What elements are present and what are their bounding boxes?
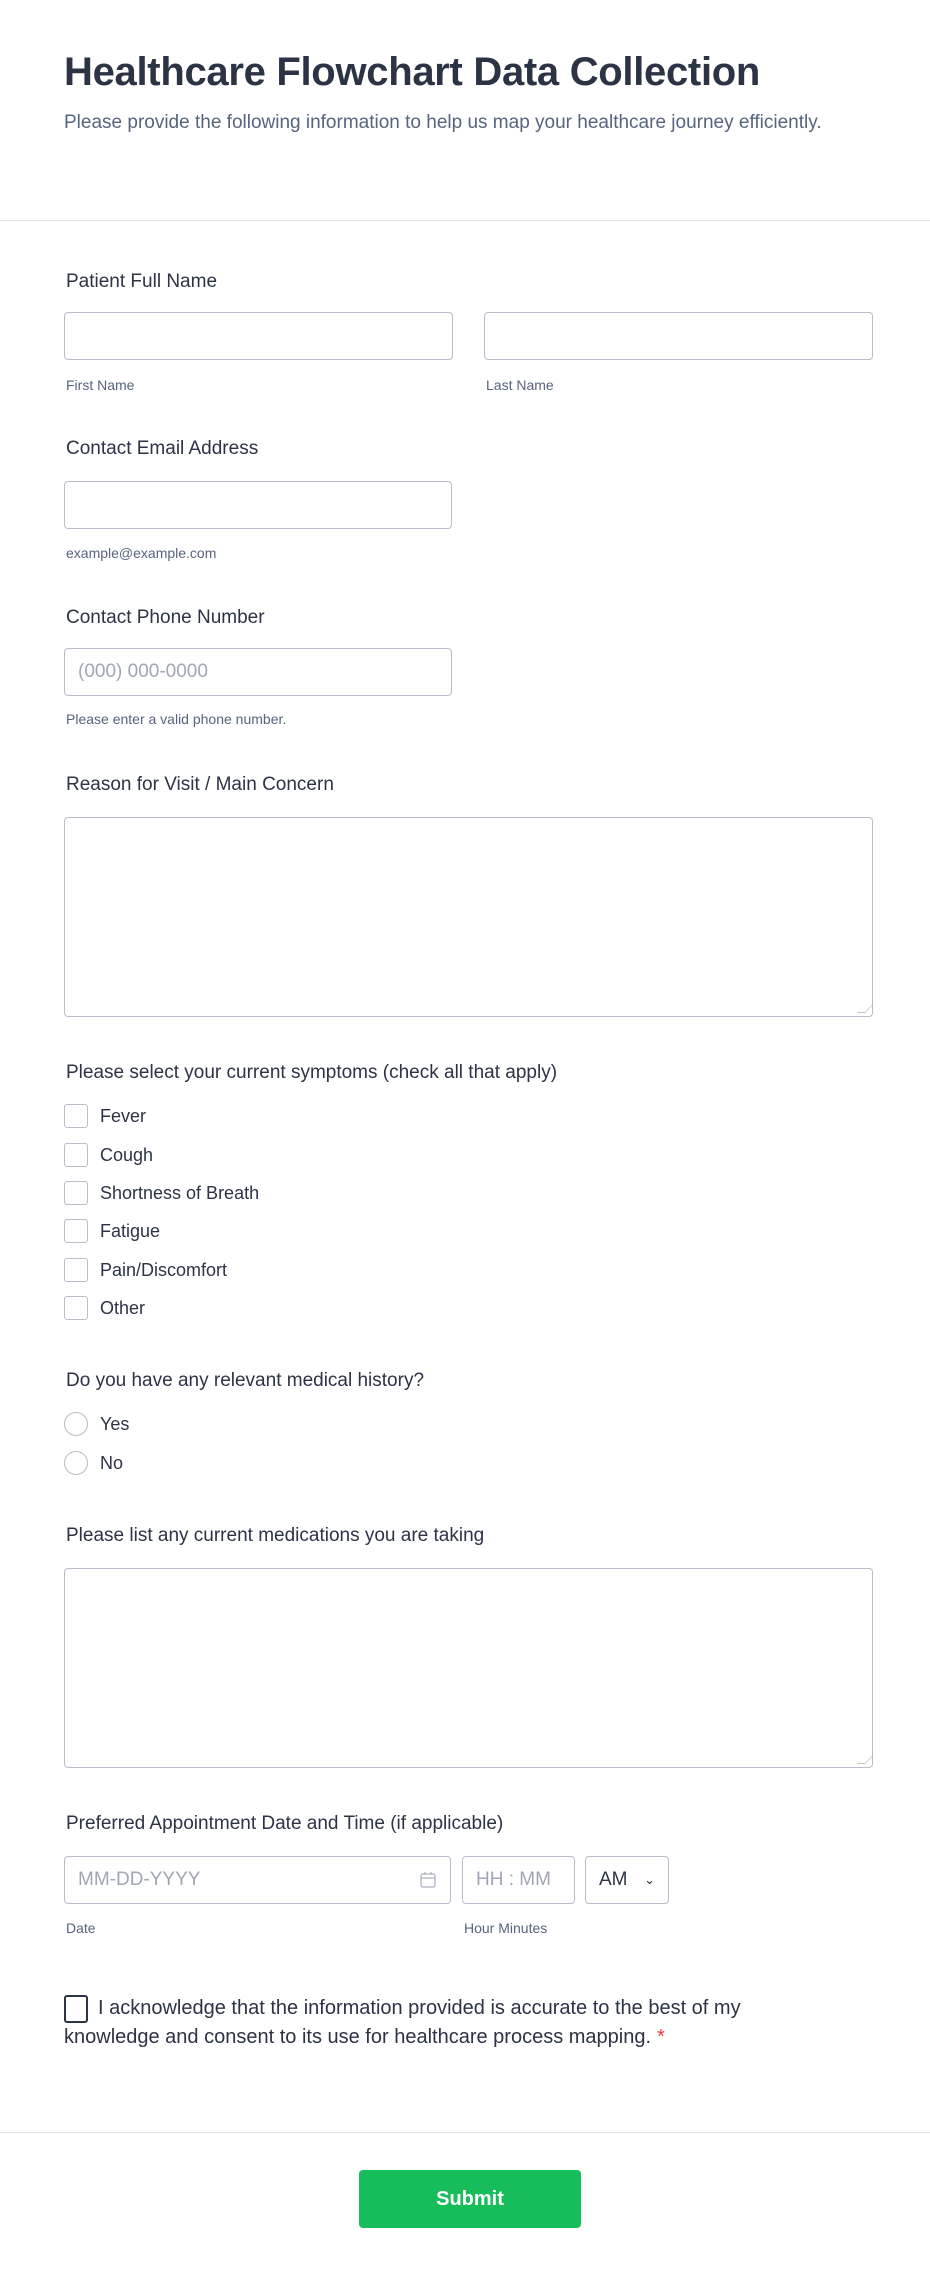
checkbox[interactable]: [64, 1219, 88, 1243]
checkbox[interactable]: [64, 1104, 88, 1128]
email-label: Contact Email Address: [66, 438, 259, 459]
consent-text: I acknowledge that the information provided is accurate to the best of my knowledge and consent to its use for healthcare process mapping.: [64, 1997, 741, 2048]
checkbox[interactable]: [64, 1181, 88, 1205]
medications-label: Please list any current medications you are taking: [66, 1525, 485, 1546]
ampm-value: AM: [599, 1869, 628, 1890]
symptom-option[interactable]: [64, 1296, 145, 1320]
form-subtitle: Please provide the following information to help us map your healthcare journey efficiently.: [64, 112, 822, 133]
symptom-option[interactable]: [64, 1219, 160, 1243]
radio[interactable]: [64, 1451, 88, 1475]
symptom-option[interactable]: [64, 1104, 146, 1128]
time-sublabel: Hour Minutes: [464, 1920, 548, 1936]
ampm-select[interactable]: [585, 1856, 669, 1904]
history-option-no[interactable]: [64, 1451, 123, 1475]
option-label: Fatigue: [100, 1220, 161, 1241]
header-divider: [0, 220, 930, 221]
checkbox[interactable]: [64, 1143, 88, 1167]
phone-label: Contact Phone Number: [66, 607, 265, 628]
resize-handle-icon[interactable]: [857, 1756, 873, 1764]
consent-checkbox[interactable]: [64, 1995, 88, 2023]
first-name-input[interactable]: [64, 312, 453, 360]
last-name-sublabel: Last Name: [486, 377, 554, 393]
reason-textarea[interactable]: [64, 817, 873, 1017]
date-placeholder: MM-DD-YYYY: [78, 1869, 201, 1890]
history-label: Do you have any relevant medical history?: [66, 1370, 425, 1391]
history-option-yes[interactable]: [64, 1412, 129, 1436]
symptoms-label: Please select your current symptoms (check all that apply): [66, 1062, 558, 1083]
checkbox[interactable]: [64, 1258, 88, 1282]
option-label: Shortness of Breath: [100, 1182, 260, 1203]
date-input[interactable]: [64, 1856, 451, 1904]
symptom-option[interactable]: [64, 1181, 259, 1205]
submit-button[interactable]: Submit: [359, 2170, 581, 2228]
option-label: Other: [100, 1297, 146, 1318]
option-label: No: [100, 1452, 124, 1473]
option-label: Yes: [100, 1413, 130, 1434]
calendar-icon[interactable]: [419, 1871, 437, 1889]
email-sublabel: example@example.com: [66, 545, 217, 561]
reason-label: Reason for Visit / Main Concern: [66, 774, 334, 795]
required-mark: *: [657, 2026, 665, 2048]
time-input[interactable]: [462, 1856, 575, 1904]
footer-divider: [0, 2132, 930, 2133]
medications-textarea[interactable]: [64, 1568, 873, 1768]
option-label: Fever: [100, 1105, 147, 1126]
consent-field: [64, 1994, 784, 2052]
phone-input[interactable]: [64, 648, 452, 696]
checkbox[interactable]: [64, 1296, 88, 1320]
symptom-option[interactable]: [64, 1258, 227, 1282]
resize-handle-icon[interactable]: [857, 1005, 873, 1013]
date-sublabel: Date: [66, 1920, 96, 1936]
last-name-input[interactable]: [484, 312, 873, 360]
option-label: Pain/Discomfort: [100, 1259, 228, 1280]
symptom-option[interactable]: [64, 1143, 153, 1167]
radio[interactable]: [64, 1412, 88, 1436]
phone-placeholder: (000) 000-0000: [78, 661, 208, 682]
chevron-down-icon: ⌄: [644, 1872, 655, 1887]
patient-name-label: Patient Full Name: [66, 271, 218, 292]
option-label: Cough: [100, 1144, 154, 1165]
time-placeholder: HH : MM: [476, 1869, 551, 1890]
phone-sublabel: Please enter a valid phone number.: [66, 711, 287, 727]
email-input[interactable]: [64, 481, 452, 529]
appointment-label: Preferred Appointment Date and Time (if applicable): [66, 1813, 504, 1834]
form-title: Healthcare Flowchart Data Collection: [64, 50, 761, 94]
first-name-sublabel: First Name: [66, 377, 135, 393]
